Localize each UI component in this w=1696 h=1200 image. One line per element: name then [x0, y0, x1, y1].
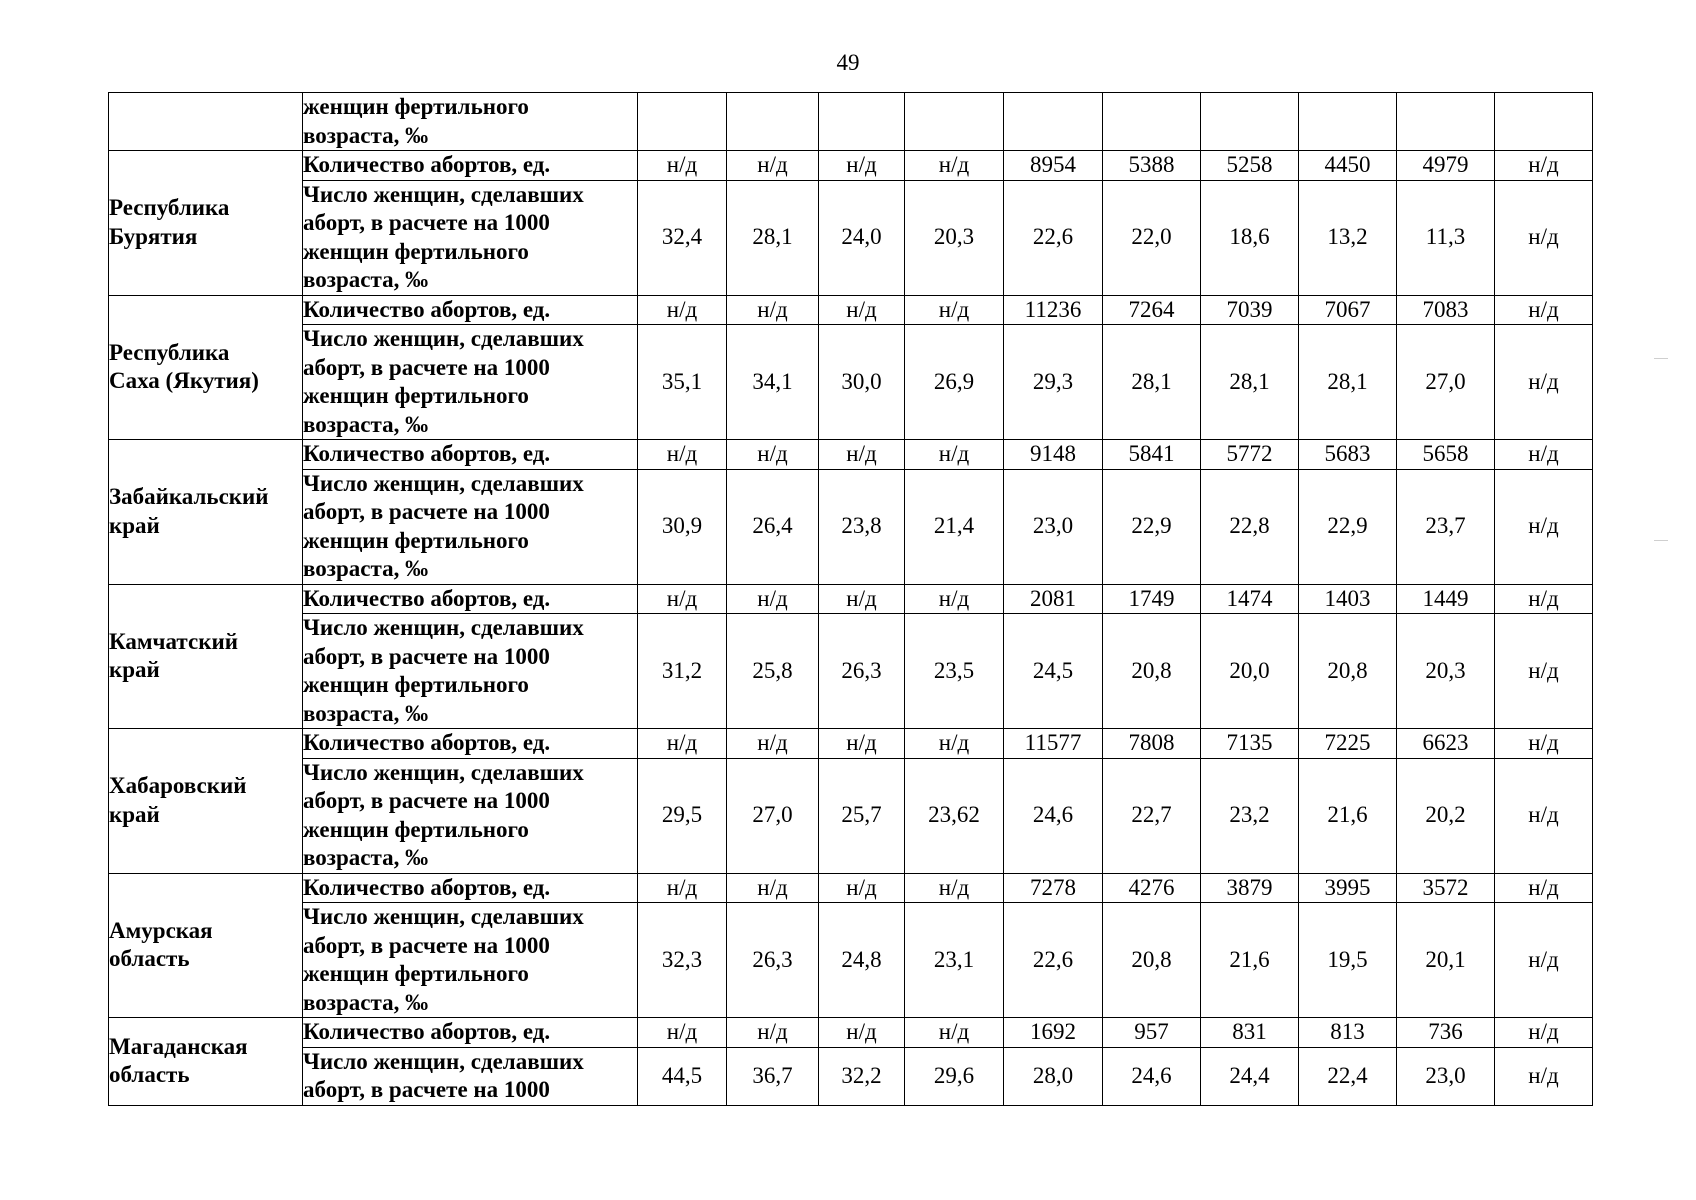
count-value-cell: н/д	[905, 151, 1004, 181]
count-value-cell: 7039	[1201, 295, 1299, 325]
rate-value-cell: 24,5	[1004, 614, 1103, 729]
rate-value-cell: 34,1	[727, 325, 819, 440]
rate-value-cell: 20,3	[905, 180, 1004, 295]
rate-value-cell: 27,0	[727, 758, 819, 873]
rate-value-cell: 24,6	[1103, 1047, 1201, 1105]
count-value-cell: н/д	[819, 729, 905, 759]
count-value-cell: 1403	[1299, 584, 1397, 614]
count-value-cell: н/д	[727, 729, 819, 759]
table-row-rate	[109, 758, 1593, 873]
value-cell	[1103, 93, 1201, 151]
rate-value-cell: 23,0	[1004, 469, 1103, 584]
rate-value-cell: 28,1	[1299, 325, 1397, 440]
count-value-cell: н/д	[819, 151, 905, 181]
count-value-cell: н/д	[727, 295, 819, 325]
region-name: Республика Бурятия	[109, 151, 303, 296]
table-row-count	[109, 440, 1593, 470]
rate-value-cell: 30,0	[819, 325, 905, 440]
count-value-cell: н/д	[727, 584, 819, 614]
rate-value-cell: 22,9	[1299, 469, 1397, 584]
region-name: Магаданская область	[109, 1018, 303, 1106]
count-value-cell: н/д	[1495, 729, 1593, 759]
table-row-rate	[109, 1047, 1593, 1105]
rate-value-cell: 29,5	[638, 758, 727, 873]
rate-value-cell: 19,5	[1299, 903, 1397, 1018]
count-value-cell: н/д	[638, 295, 727, 325]
rate-value-cell: 22,9	[1103, 469, 1201, 584]
rate-value-cell: 20,2	[1397, 758, 1495, 873]
count-value-cell: н/д	[727, 1018, 819, 1048]
count-value-cell: 1749	[1103, 584, 1201, 614]
count-value-cell: н/д	[905, 584, 1004, 614]
rate-value-cell: 22,6	[1004, 903, 1103, 1018]
indicator-label-count: Количество абортов, ед.	[303, 584, 638, 614]
count-value-cell: н/д	[1495, 873, 1593, 903]
abortion-statistics-table	[108, 92, 1593, 1106]
rate-value-cell: 23,2	[1201, 758, 1299, 873]
rate-value-cell: 22,6	[1004, 180, 1103, 295]
rate-value-cell: 29,3	[1004, 325, 1103, 440]
rate-value-cell: 11,3	[1397, 180, 1495, 295]
rate-value-cell: 23,8	[819, 469, 905, 584]
rate-value-cell: н/д	[1495, 325, 1593, 440]
rate-value-cell: н/д	[1495, 903, 1593, 1018]
indicator-label-rate: Число женщин, сделавших аборт, в расчете на 1000	[303, 1047, 638, 1105]
indicator-label-rate: Число женщин, сделавших аборт, в расчете на 1000 женщин фертильного возраста, ‰	[303, 180, 638, 295]
rate-value-cell: 22,7	[1103, 758, 1201, 873]
rate-value-cell: 26,9	[905, 325, 1004, 440]
table-row-count	[109, 873, 1593, 903]
rate-value-cell: 23,5	[905, 614, 1004, 729]
rate-value-cell: 24,0	[819, 180, 905, 295]
rate-value-cell: 25,7	[819, 758, 905, 873]
count-value-cell: 2081	[1004, 584, 1103, 614]
table-row-count	[109, 1018, 1593, 1048]
rate-value-cell: 21,6	[1299, 758, 1397, 873]
region-name: Камчатский край	[109, 584, 303, 729]
count-value-cell: н/д	[905, 873, 1004, 903]
count-value-cell: н/д	[819, 440, 905, 470]
table-row-rate	[109, 469, 1593, 584]
table-row-count	[109, 295, 1593, 325]
indicator-label-count: Количество абортов, ед.	[303, 873, 638, 903]
count-value-cell: 1692	[1004, 1018, 1103, 1048]
rate-value-cell: 23,7	[1397, 469, 1495, 584]
count-value-cell: н/д	[905, 729, 1004, 759]
rate-value-cell: 24,8	[819, 903, 905, 1018]
rate-value-cell: 21,4	[905, 469, 1004, 584]
count-value-cell: н/д	[727, 151, 819, 181]
count-value-cell: 7808	[1103, 729, 1201, 759]
region-name: Амурская область	[109, 873, 303, 1018]
rate-value-cell: н/д	[1495, 758, 1593, 873]
count-value-cell: н/д	[727, 440, 819, 470]
count-value-cell: н/д	[727, 873, 819, 903]
count-value-cell: 5683	[1299, 440, 1397, 470]
region-name: Хабаровский край	[109, 729, 303, 874]
indicator-label-rate: Число женщин, сделавших аборт, в расчете на 1000 женщин фертильного возраста, ‰	[303, 758, 638, 873]
count-value-cell: 5258	[1201, 151, 1299, 181]
rate-value-cell: 22,8	[1201, 469, 1299, 584]
indicator-label-count: Количество абортов, ед.	[303, 295, 638, 325]
count-value-cell: 4450	[1299, 151, 1397, 181]
rate-value-cell: 24,4	[1201, 1047, 1299, 1105]
count-value-cell: 11577	[1004, 729, 1103, 759]
count-value-cell: н/д	[819, 295, 905, 325]
table-row-rate	[109, 903, 1593, 1018]
count-value-cell: н/д	[1495, 440, 1593, 470]
rate-value-cell: 20,8	[1103, 614, 1201, 729]
rate-value-cell: 20,1	[1397, 903, 1495, 1018]
value-cell	[638, 93, 727, 151]
rate-value-cell: 26,4	[727, 469, 819, 584]
rate-value-cell: 18,6	[1201, 180, 1299, 295]
rate-value-cell: 22,4	[1299, 1047, 1397, 1105]
count-value-cell: 11236	[1004, 295, 1103, 325]
indicator-label-count: Количество абортов, ед.	[303, 1018, 638, 1048]
count-value-cell: н/д	[905, 440, 1004, 470]
count-value-cell: н/д	[905, 295, 1004, 325]
indicator-label-count: Количество абортов, ед.	[303, 729, 638, 759]
count-value-cell: 5772	[1201, 440, 1299, 470]
count-value-cell: 7264	[1103, 295, 1201, 325]
count-value-cell: 5841	[1103, 440, 1201, 470]
rate-value-cell: 22,0	[1103, 180, 1201, 295]
rate-value-cell: 28,0	[1004, 1047, 1103, 1105]
rate-value-cell: 28,1	[1103, 325, 1201, 440]
table-row-count	[109, 151, 1593, 181]
rate-value-cell: 31,2	[638, 614, 727, 729]
count-value-cell: 7225	[1299, 729, 1397, 759]
count-value-cell: н/д	[1495, 295, 1593, 325]
rate-value-cell: 25,8	[727, 614, 819, 729]
rate-value-cell: 32,2	[819, 1047, 905, 1105]
rate-value-cell: 20,0	[1201, 614, 1299, 729]
rate-value-cell: 28,1	[727, 180, 819, 295]
count-value-cell: 3572	[1397, 873, 1495, 903]
value-cell	[1397, 93, 1495, 151]
count-value-cell: 9148	[1004, 440, 1103, 470]
value-cell	[1495, 93, 1593, 151]
rate-value-cell: 29,6	[905, 1047, 1004, 1105]
count-value-cell: 957	[1103, 1018, 1201, 1048]
rate-value-cell: 26,3	[819, 614, 905, 729]
count-value-cell: н/д	[819, 873, 905, 903]
rate-value-cell: 28,1	[1201, 325, 1299, 440]
count-value-cell: 3995	[1299, 873, 1397, 903]
rate-value-cell: 27,0	[1397, 325, 1495, 440]
scan-mark	[1654, 358, 1668, 359]
count-value-cell: 5388	[1103, 151, 1201, 181]
indicator-label-rate: Число женщин, сделавших аборт, в расчете на 1000 женщин фертильного возраста, ‰	[303, 469, 638, 584]
rate-value-cell: 30,9	[638, 469, 727, 584]
count-value-cell: н/д	[638, 1018, 727, 1048]
indicator-label-count: Количество абортов, ед.	[303, 151, 638, 181]
rate-value-cell: 32,3	[638, 903, 727, 1018]
region-cell	[109, 93, 303, 151]
region-name: Республика Саха (Якутия)	[109, 295, 303, 440]
rate-value-cell: 13,2	[1299, 180, 1397, 295]
rate-value-cell: 21,6	[1201, 903, 1299, 1018]
rate-value-cell: 20,8	[1299, 614, 1397, 729]
table-row-rate	[109, 180, 1593, 295]
count-value-cell: 1449	[1397, 584, 1495, 614]
indicator-label-rate: Число женщин, сделавших аборт, в расчете на 1000 женщин фертильного возраста, ‰	[303, 325, 638, 440]
count-value-cell: н/д	[638, 440, 727, 470]
table-body	[109, 93, 1593, 1106]
count-value-cell: 736	[1397, 1018, 1495, 1048]
count-value-cell: 1474	[1201, 584, 1299, 614]
rate-value-cell: 32,4	[638, 180, 727, 295]
rate-value-cell: 35,1	[638, 325, 727, 440]
value-cell	[727, 93, 819, 151]
count-value-cell: 813	[1299, 1018, 1397, 1048]
count-value-cell: н/д	[819, 1018, 905, 1048]
count-value-cell: 3879	[1201, 873, 1299, 903]
value-cell	[819, 93, 905, 151]
count-value-cell: 4276	[1103, 873, 1201, 903]
indicator-label: женщин фертильного возраста, ‰	[303, 93, 638, 151]
indicator-label-rate: Число женщин, сделавших аборт, в расчете на 1000 женщин фертильного возраста, ‰	[303, 614, 638, 729]
count-value-cell: н/д	[638, 873, 727, 903]
count-value-cell: 831	[1201, 1018, 1299, 1048]
rate-value-cell: 20,8	[1103, 903, 1201, 1018]
count-value-cell: 8954	[1004, 151, 1103, 181]
count-value-cell: н/д	[819, 584, 905, 614]
count-value-cell: 5658	[1397, 440, 1495, 470]
rate-value-cell: 23,1	[905, 903, 1004, 1018]
rate-value-cell: 36,7	[727, 1047, 819, 1105]
rate-value-cell: 20,3	[1397, 614, 1495, 729]
indicator-label-count: Количество абортов, ед.	[303, 440, 638, 470]
count-value-cell: н/д	[638, 584, 727, 614]
value-cell	[1004, 93, 1103, 151]
rate-value-cell: н/д	[1495, 469, 1593, 584]
count-value-cell: н/д	[1495, 151, 1593, 181]
count-value-cell: 7278	[1004, 873, 1103, 903]
count-value-cell: 6623	[1397, 729, 1495, 759]
count-value-cell: 4979	[1397, 151, 1495, 181]
count-value-cell: н/д	[1495, 584, 1593, 614]
count-value-cell: 7067	[1299, 295, 1397, 325]
page-number: 49	[836, 50, 860, 75]
table-row-continuation	[109, 93, 1593, 151]
table-row-count	[109, 729, 1593, 759]
rate-value-cell: н/д	[1495, 614, 1593, 729]
rate-value-cell: 23,0	[1397, 1047, 1495, 1105]
count-value-cell: 7135	[1201, 729, 1299, 759]
indicator-label-rate: Число женщин, сделавших аборт, в расчете на 1000 женщин фертильного возраста, ‰	[303, 903, 638, 1018]
rate-value-cell: 44,5	[638, 1047, 727, 1105]
count-value-cell: н/д	[638, 151, 727, 181]
count-value-cell: н/д	[638, 729, 727, 759]
table-row-rate	[109, 614, 1593, 729]
rate-value-cell: н/д	[1495, 180, 1593, 295]
value-cell	[1201, 93, 1299, 151]
region-name: Забайкальский край	[109, 440, 303, 585]
scan-mark	[1654, 540, 1668, 541]
table-row-rate	[109, 325, 1593, 440]
count-value-cell: 7083	[1397, 295, 1495, 325]
count-value-cell: н/д	[1495, 1018, 1593, 1048]
rate-value-cell: н/д	[1495, 1047, 1593, 1105]
rate-value-cell: 23,62	[905, 758, 1004, 873]
rate-value-cell: 24,6	[1004, 758, 1103, 873]
count-value-cell: н/д	[905, 1018, 1004, 1048]
table-row-count	[109, 584, 1593, 614]
rate-value-cell: 26,3	[727, 903, 819, 1018]
value-cell	[1299, 93, 1397, 151]
value-cell	[905, 93, 1004, 151]
